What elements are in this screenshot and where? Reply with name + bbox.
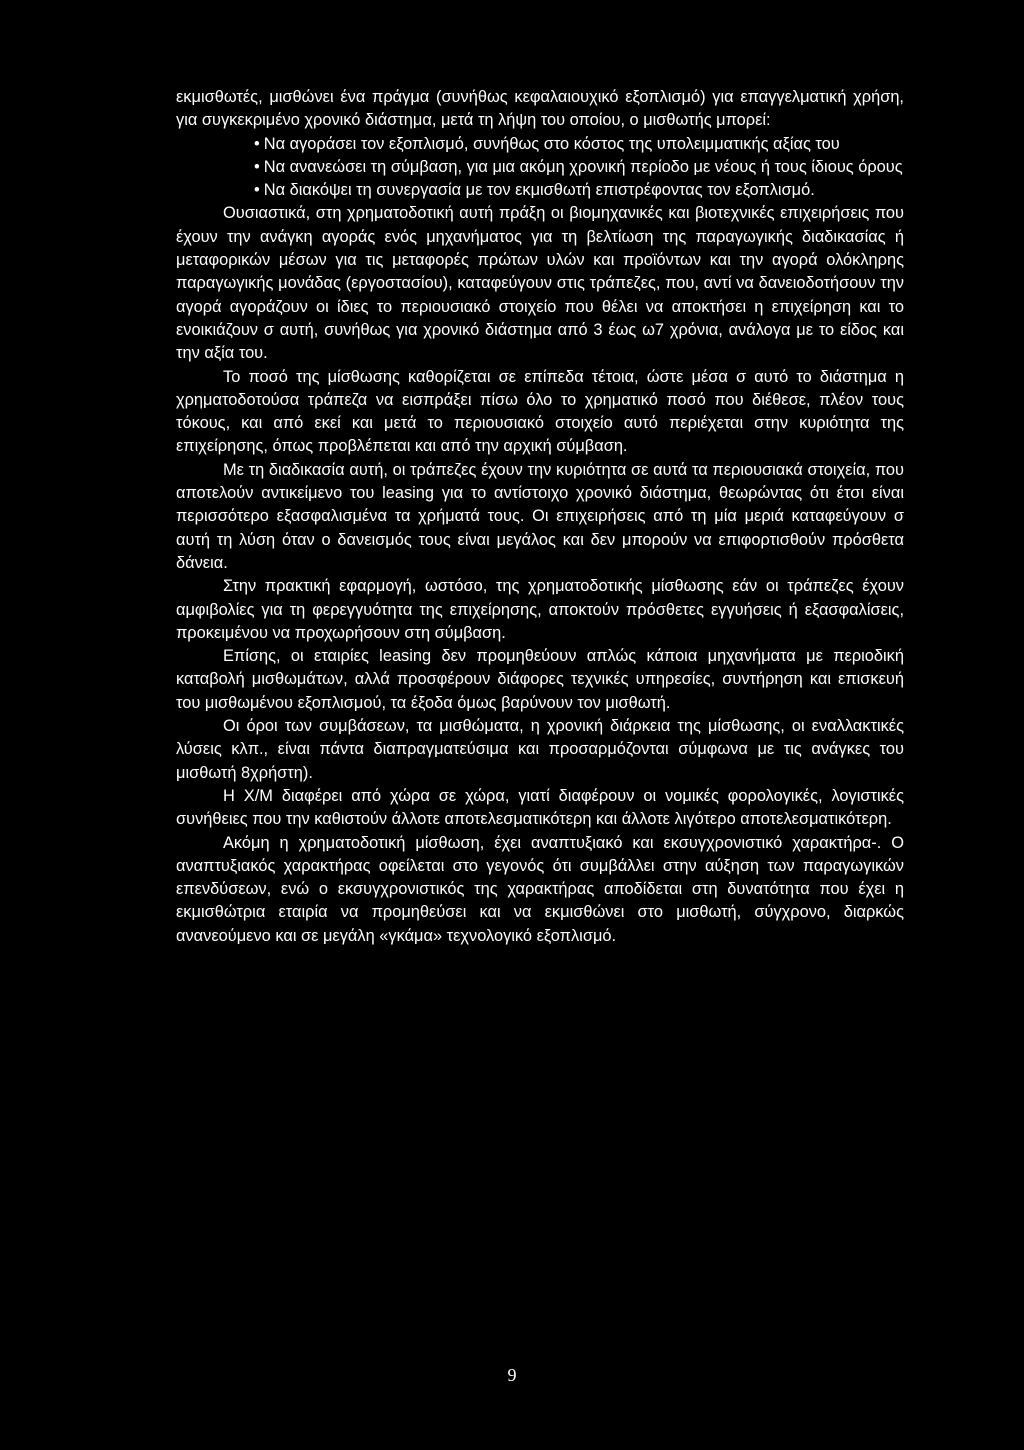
bullet-item [176,179,904,202]
paragraph: Ακόμη η χρηματοδοτική μίσθωση, έχει αναπτυξιακό και εκσυγχρονιστικό χαρακτήρα-. Ο αναπτυξιακός χαρακτήρας οφείλεται στο γεγονός ότι συμβάλλει στην αύξηση των παραγωγικών επενδύσεων, ενώ ο εκσυγχρονιστικός της χαρακτήρας αποδίδεται στη δυνατότητα που έχει η εκμισθώτρια εταιρία να προμηθεύσει και να εκμισθώνει στο μισθωτή, σύγχρονο, διαρκώς ανανεούμενο και σε μεγάλη «γκάμα» τεχνολογικό εξοπλισμό. [176,833,904,945]
intro-paragraph: εκμισθωτές, μισθώνει ένα πράγμα (συνήθως κεφαλαιουχικό εξοπλισμό) για επαγγελματική χρήση, για συγκεκριμένο χρονικό διάστημα, μετά τη λήψη του οποίου, ο μισθωτής μπορεί: [176,88,904,130]
bullet-list [176,133,904,203]
paragraph: Επίσης, οι εταιρίες leasing δεν προμηθεύουν απλώς κάποια μηχανήματα με περιοδική καταβολή μισθωμάτων, αλλά προσφέρουν διάφορες τεχνικές υπηρεσίες, συντήρηση και επισκευή του μισθωμένου εξοπλισμού, τα έξοδα όμως βαρύνουν τον μισθωτή. [176,647,904,712]
paragraph: Με τη διαδικασία αυτή, οι τράπεζες έχουν την κυριότητα σε αυτά τα περιουσιακά στοιχεία, που αποτελούν αντικείμενο του leasing για το αντίστοιχο χρονικό διάστημα, θεωρώντας ότι έτσι είναι περισσότερο εξασφαλισμένα τα χρήματά τους. Οι επιχειρήσεις από τη μία μεριά καταφεύγουν σ αυτή τη λύση όταν ο δανεισμός τους είναι μεγάλος και δεν μπορούν να επιφορτισθούν πρόσθετα δάνεια. [176,460,904,572]
bullet-item-text: Να αγοράσει τον εξοπλισμό, συνήθως στο κόστος της υπολειμματικής αξίας του [263,134,840,153]
bullet-item-text: Να διακόψει τη συνεργασία με τον εκμισθωτή επιστρέφοντας τον εξοπλισμό. [263,181,815,200]
bullet-item [176,133,904,156]
page-number: 9 [507,1365,517,1385]
paragraph: Στην πρακτική εφαρμογή, ωστόσο, της χρηματοδοτικής μίσθωσης εάν οι τράπεζες έχουν αμφιβολίες για τη φερεγγυότητα της επιχείρησης, αποκτούν πρόσθετες εγγυήσεις ή εξασφαλίσεις, προκειμένου να προχωρήσουν στη σύμβαση. [176,577,904,642]
paragraph: Οι όροι των συμβάσεων, τα μισθώματα, η χρονική διάρκεια της μίσθωσης, οι εναλλακτικές λύσεις κλπ., είναι πάντα διαπραγματεύσιμα και προσαρμόζονται σύμφωνα με τις ανάγκες του μισθωτή 8χρήστη). [176,717,904,782]
document-body [176,86,904,948]
paragraph: Ουσιαστικά, στη χρηματοδοτική αυτή πράξη οι βιομηχανικές και βιοτεχνικές επιχειρήσεις που έχουν την ανάγκη αγοράς ενός μηχανήματος για τη βελτίωση της παραγωγικής διαδικασίας ή μεταφορικών μέσων για τις μεταφορές πρώτων υλών και προϊόντων και την αγορά ολόκληρης παραγωγικής μονάδας (εργοστασίου), καταφεύγουν στις τράπεζες, που, αντί να δανειοδοτήσουν την αγορά αγοράζουν οι ίδιες το περιουσιακό στοιχείο που θέλει να αποκτήσει η επιχείρηση και το ενοικιάζουν σ αυτή, συνήθως για χρονικό διάστημα από 3 έως ω7 χρόνια, ανάλογα με το είδος και την αξία του. [176,204,904,363]
bullet-item [176,156,904,179]
bullet-icon: • [254,157,260,176]
paragraph: Η Χ/Μ διαφέρει από χώρα σε χώρα, γιατί διαφέρουν οι νομικές φορολογικές, λογιστικές συνήθειες που την καθιστούν άλλοτε αποτελεσματικότερη και άλλοτε λιγότερο αποτελεσματικότερη. [176,786,904,829]
bullet-icon: • [254,181,260,200]
bullet-item-text: Να ανανεώσει τη σύμβαση, για μια ακόμη χρονική περίοδο με νέους ή τους ίδιους όρους [263,157,903,176]
paragraph: Το ποσό της μίσθωσης καθορίζεται σε επίπεδα τέτοια, ώστε μέσα σ αυτό το διάστημα η χρηματοδοτούσα τράπεζα να εισπράξει πίσω όλο το χρηματικό ποσό που διέθεσε, πλέον τους τόκους, και από εκεί και μετά το περιουσιακό στοιχείο αυτό περιέχεται στην κυριότητα της επιχείρησης, όπως προβλέπεται και από την αρχική σύμβαση. [176,367,904,456]
bullet-icon: • [254,134,260,153]
